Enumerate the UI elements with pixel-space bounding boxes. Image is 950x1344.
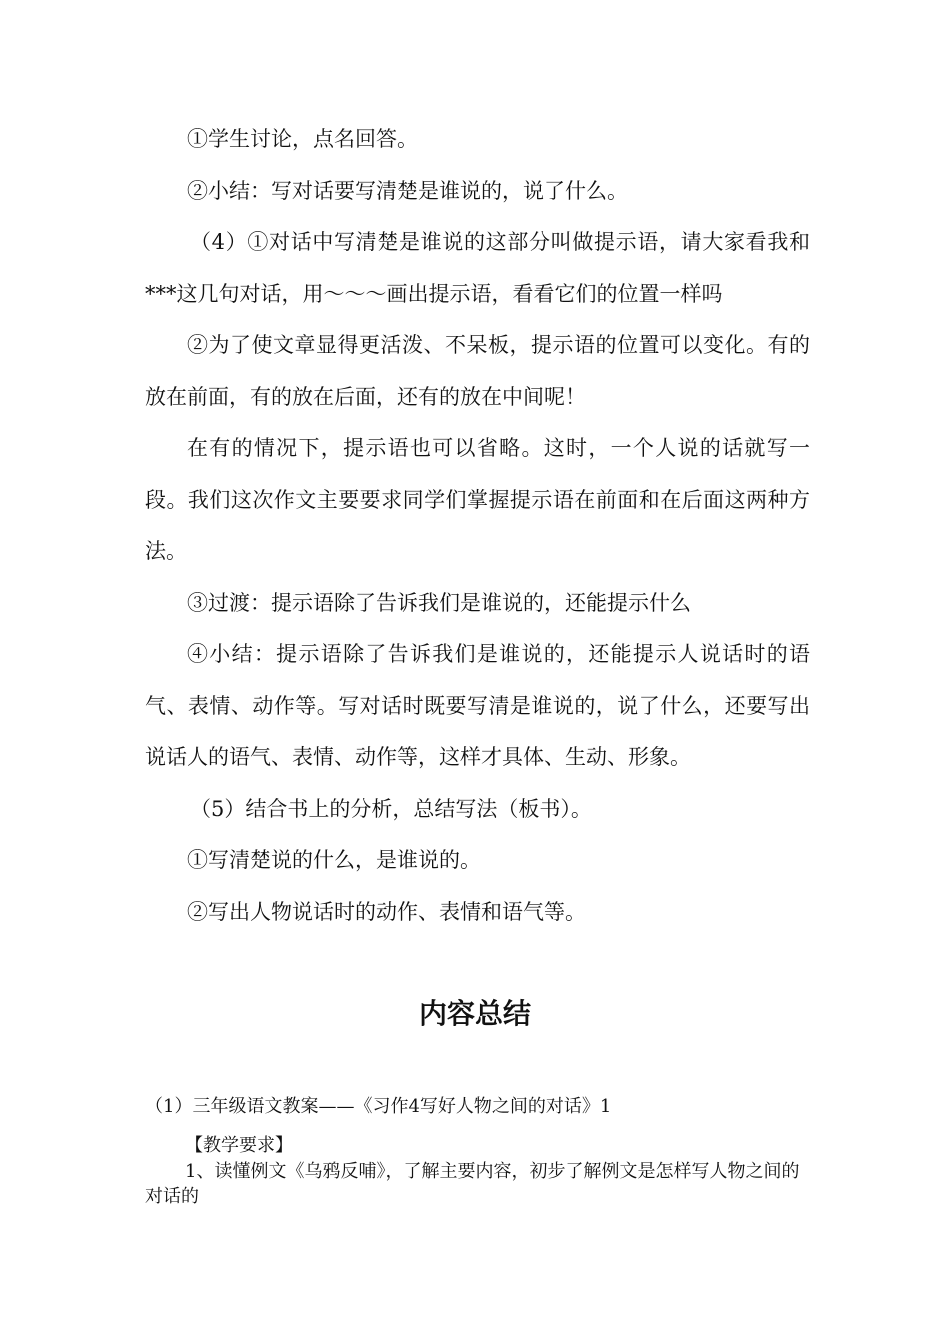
- paragraph-4: ②为了使文章显得更活泼、不呆板，提示语的位置可以变化。有的放在前面，有的放在后面，还有的放在中间呢！: [145, 333, 810, 409]
- paragraph-1: ①学生讨论，点名回答。: [187, 127, 418, 151]
- teaching-requirements-text: 1、读懂例文《乌鸦反哺》，了解主要内容，初步了解例文是怎样写人物之间的对话的: [145, 1161, 800, 1207]
- teaching-requirements-heading: 【教学要求】: [185, 1135, 293, 1156]
- summary-section: [145, 1093, 810, 1209]
- paragraph-9: ①写清楚说的什么，是谁说的。: [187, 848, 481, 872]
- paragraph-7: ④小结：提示语除了告诉我们是谁说的，还能提示人说话时的语气、表情、动作等。写对话时既要写清是谁说的，说了什么，还要写出说话人的语气、表情、动作等，这样才具体、生动、形象。: [145, 642, 810, 769]
- paragraph-6: ③过渡：提示语除了告诉我们是谁说的，还能提示什么: [187, 590, 691, 615]
- lesson-body-text: [145, 114, 810, 938]
- paragraph-2: ②小结：写对话要写清楚是谁说的，说了什么。: [187, 178, 628, 203]
- paragraph-8: （5）结合书上的分析，总结写法（板书）。: [190, 796, 592, 821]
- paragraph-5: 在有的情况下，提示语也可以省略。这时，一个人说的话就写一段。我们这次作文主要要求同学们掌握提示语在前面和在后面这两种方法。: [145, 436, 810, 563]
- summary-item-title: （1）三年级语文教案——《习作4写好人物之间的对话》1: [145, 1096, 612, 1117]
- summary-section-title: 内容总结: [418, 997, 531, 1030]
- paragraph-3: （4）①对话中写清楚是谁说的这部分叫做提示语，请大家看我和***这几句对话，用～～～画出提示语，看看它们的位置一样吗: [145, 230, 810, 306]
- paragraph-10: ②写出人物说话时的动作、表情和语气等。: [187, 899, 586, 924]
